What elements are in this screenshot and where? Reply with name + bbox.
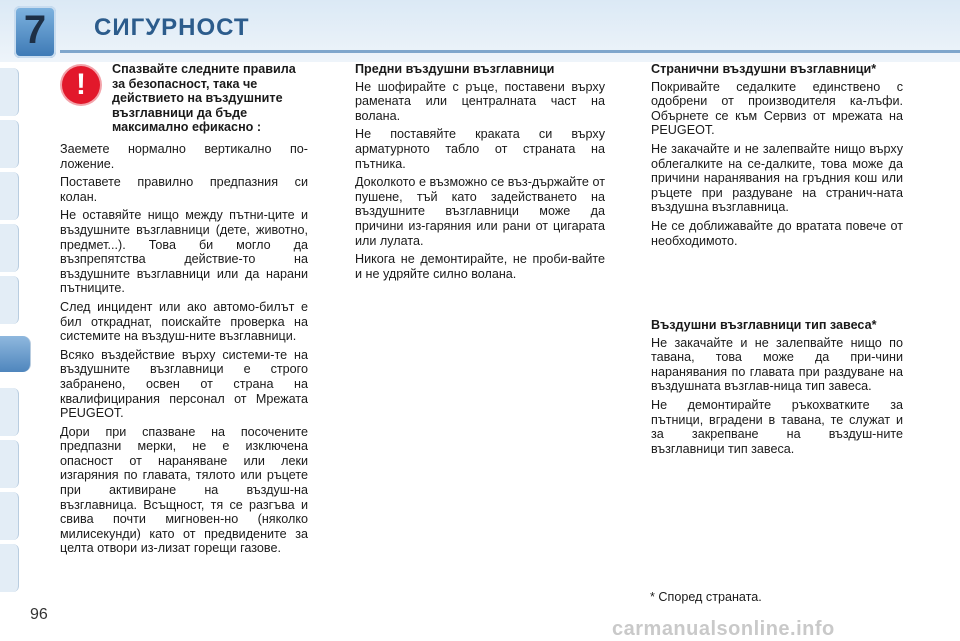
front-airbags-column	[355, 62, 605, 285]
curtain-airbags-heading: Въздушни възглавници тип завеса*	[651, 318, 877, 332]
warning-paragraph: Поставете правилно предпазния си колан.	[60, 175, 308, 204]
side-tab[interactable]	[0, 68, 19, 116]
warning-paragraph: Дори при спазване на посочените предпазни мерки, не е изключена опасност от нараняване или леки изгаряния по главата, тялото или ръцете при активиране на въздуш-на възглавница. Всъщност, тя се разгъва и свива почти мигновен-но (няколко милисекунди) като от предвидените за целта отвори из-лизат горещи газове.	[60, 424, 308, 556]
warning-paragraph: Всяко въздействие върху системи-те на въздушните възглавници е строго забранено, освен от страна на квалифицирания персонал от Мрежата PEUGEOT.	[60, 347, 308, 421]
front-paragraph: Никога не демонтирайте, не проби-вайте и не удряйте силно волана.	[355, 252, 605, 281]
footnote: * Според страната.	[650, 590, 762, 604]
side-paragraph: Покривайте седалките единствено с одобрени от производителя ка-лъфи. Обърнете се към Сервиз от мрежата на PEUGEOT.	[651, 79, 903, 138]
warning-paragraph: Заемете нормално вертикално по-ложение.	[60, 142, 308, 171]
side-tab[interactable]	[0, 544, 19, 592]
front-paragraph: Не поставяйте краката си върху арматурното табло от страната на пътника.	[355, 127, 605, 171]
side-tab-active[interactable]	[0, 336, 31, 372]
front-paragraph: Не шофирайте с ръце, поставени върху рамената или централната част на волана.	[355, 79, 605, 123]
warning-paragraph: След инцидент или ако автомо-билът е бил откраднат, поискайте проверка на системите на въздуш-ните възглавници.	[60, 299, 308, 344]
warning-heading: Спазвайте следните правила за безопасност, така че действието на въздушните възглавници да бъде максимално ефикасно :	[112, 62, 296, 135]
side-tab[interactable]	[0, 440, 19, 488]
chapter-title: СИГУРНОСТ	[94, 14, 250, 41]
side-airbags-heading: Странични въздушни възглавници*	[651, 62, 877, 76]
side-tab-strip	[0, 62, 22, 582]
front-airbags-heading: Предни въздушни възглавници	[355, 62, 555, 76]
warning-column	[60, 142, 308, 560]
curtain-paragraph: Не демонтирайте ръкохватките за пътници, вградени в тавана, те служат и за закрепване на въздуш-ните възглавници тип завеса.	[651, 397, 903, 456]
page-number: 96	[30, 606, 48, 623]
watermark: carmanualsonline.info	[612, 618, 835, 640]
side-paragraph: Не закачайте и не залепвайте нищо върху облегалките на се-далките, това може да причини наранявания на гръдния кош или ръцете при раздуване на странич-ната въздушна възглавница.	[651, 141, 903, 215]
side-tab[interactable]	[0, 276, 19, 324]
side-tab[interactable]	[0, 388, 19, 436]
side-tab[interactable]	[0, 492, 19, 540]
warning-paragraph: Не оставяйте нищо между пътни-ците и въздушните възглавници (дете, животно, предмет...). Това би могло да възпрепятства действие-то на въздушните възглавници или да нарани пътниците.	[60, 208, 308, 296]
chapter-badge	[14, 6, 56, 58]
front-paragraph: Доколкото е възможно се въз-държайте от пушене, тъй като задействането на въздушните възглавници може да причини из-гаряния или рани от цигарата или лулата.	[355, 175, 605, 248]
side-tab[interactable]	[0, 120, 19, 168]
curtain-airbags-column	[651, 318, 903, 460]
side-tab[interactable]	[0, 172, 19, 220]
curtain-paragraph: Не закачайте и не залепвайте нищо по тавана, това може да при-чини наранявания по главата при раздуване на въздушната възглав-ница тип завеса.	[651, 335, 903, 394]
side-airbags-column	[651, 62, 903, 252]
side-tab[interactable]	[0, 224, 19, 272]
warning-exclamation-icon: !	[62, 66, 100, 104]
side-paragraph: Не се доближавайте до вратата повече от необходимото.	[651, 218, 903, 248]
chapter-number: 7	[23, 8, 47, 52]
header-divider	[60, 50, 960, 53]
